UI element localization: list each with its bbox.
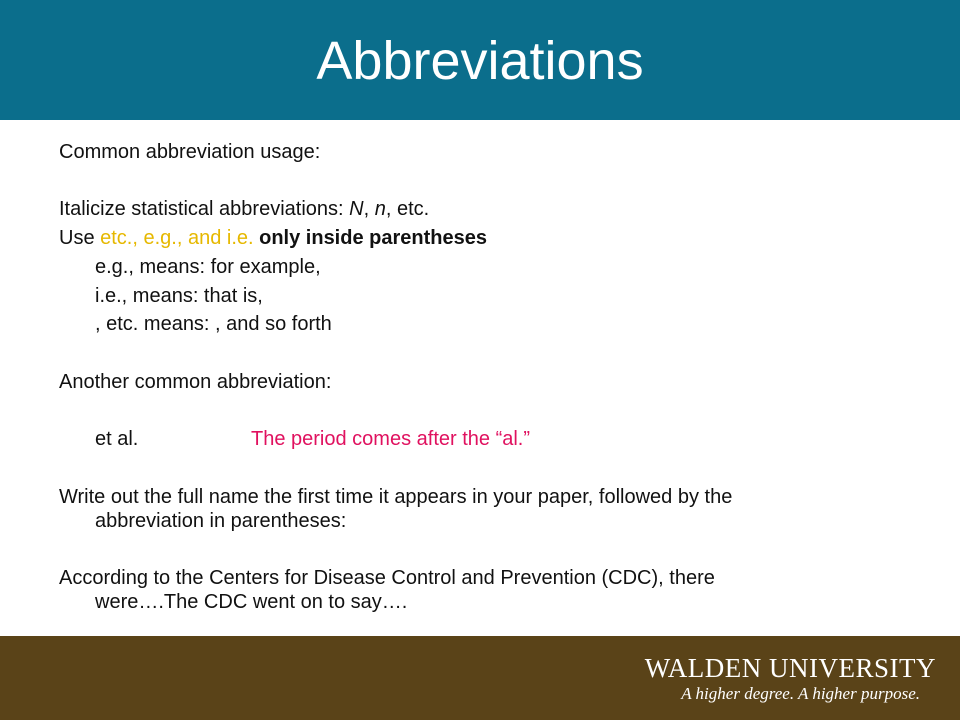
italic-N: N (349, 198, 364, 220)
slide-body (0, 120, 960, 636)
university-logo: WALDEN UNIVERSITY (644, 653, 936, 683)
example-line-2: were….The CDC went on to say…. (95, 591, 408, 613)
italic-n: n (374, 198, 386, 220)
italicize-suffix: , etc. (385, 198, 430, 220)
use-highlight: etc., e.g., and i.e. (100, 227, 254, 249)
writeout-line-2: abbreviation in parentheses: (95, 510, 347, 532)
use-line (59, 226, 487, 250)
title-banner (0, 0, 960, 120)
italicize-sep: , (363, 198, 375, 220)
example-line-1: According to the Centers for Disease Control and Prevention (CDC), there (59, 567, 715, 589)
another-heading: Another common abbreviation: (59, 371, 332, 393)
university-tagline: A higher degree. A higher purpose. (681, 684, 920, 703)
italicize-text: Italicize statistical abbreviations: (59, 198, 350, 220)
etal-term: et al. (95, 428, 139, 450)
writeout-line-1: Write out the full name the first time it appears in your paper, followed by the (59, 486, 733, 508)
use-bold: only inside parentheses (253, 227, 487, 249)
ie-definition: i.e., means: that is, (95, 285, 263, 307)
footer-bar (0, 636, 960, 720)
italicize-line (59, 197, 429, 221)
slide-title: Abbreviations (316, 31, 644, 91)
eg-definition: e.g., means: for example, (95, 256, 321, 278)
use-prefix: Use (59, 227, 101, 249)
writeout-paragraph (59, 485, 889, 533)
etal-note: The period comes after the “al.” (251, 428, 531, 450)
example-paragraph (59, 566, 889, 614)
etc-definition: , etc. means: , and so forth (95, 313, 332, 335)
common-usage-heading: Common abbreviation usage: (59, 141, 321, 163)
